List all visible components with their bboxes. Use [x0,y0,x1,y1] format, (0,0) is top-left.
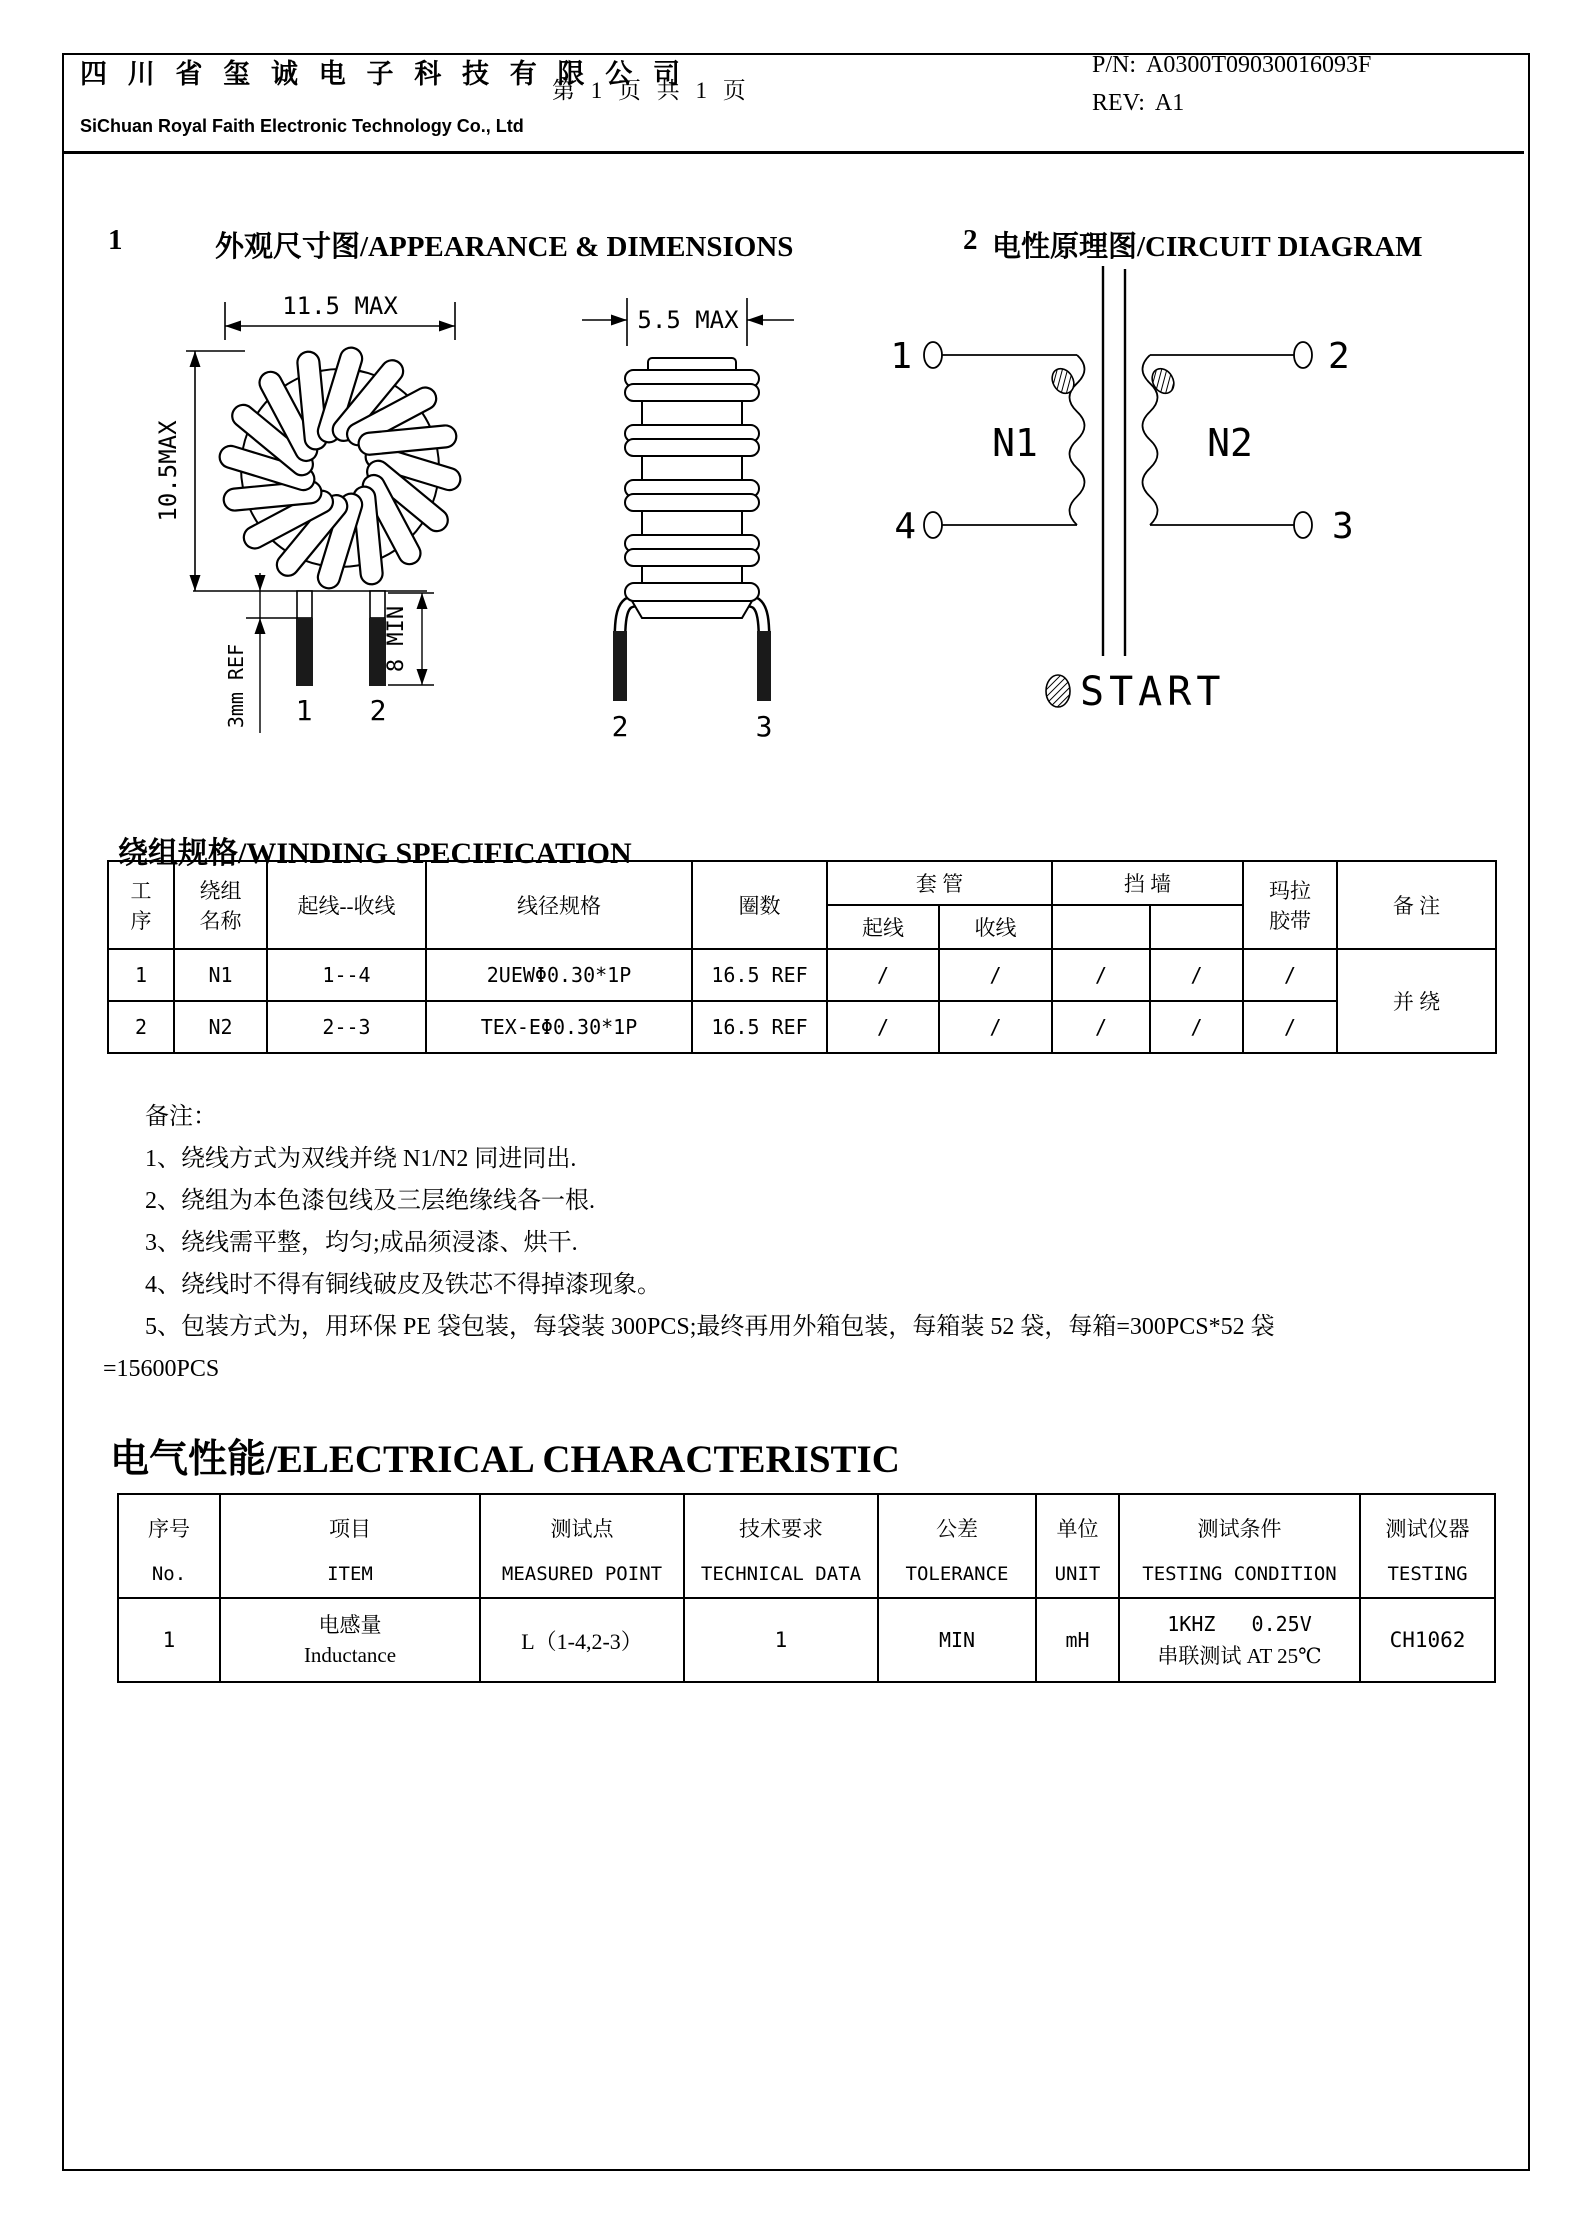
circuit-diagram-drawing [860,253,1470,743]
wcell-sleeve-finish: / [939,949,1052,1001]
terminal-3-icon [1294,512,1312,538]
ecol-no-cn: 序号 [148,1517,190,1541]
wcell-sleeve-start: / [827,1001,939,1053]
ecell-instrument: CH1062 [1360,1598,1495,1682]
ecell-technical-data: 1 [684,1598,878,1682]
dim-arrow-icon [611,315,627,326]
note-item-3: 3、绕线需平整，均匀;成品须浸漆、烘干. [145,1230,578,1256]
wcol-sleeve-finish: 收线 [939,905,1052,949]
wcol-winding-name-line2: 名称 [199,909,242,933]
dim-arrow-icon [255,575,266,591]
toroid-top-view-drawing [150,288,530,748]
pin-3-tinned [757,631,771,701]
wcol-sleeve: 套 管 [827,861,1052,905]
wcell-pins: 1--4 [267,949,426,1001]
wcol-tape [1243,861,1337,949]
header-divider [64,151,1524,154]
wcol-winding-name [174,861,267,949]
note-item-1: 1、绕线方式为双线并绕 N1/N2 同进同出. [145,1146,577,1172]
ecol-technical-data [684,1494,878,1598]
wcol-process-line2: 序 [130,909,152,933]
ecell-condition-line2: 串联测试 AT 25℃ [1157,1644,1322,1668]
pin-1-wire [297,591,312,618]
part-number-value: A0300T09030016093F [1146,52,1372,78]
terminal-4-icon [924,512,942,538]
ecell-condition-line1: 1KHZ 0.25V [1167,1612,1312,1636]
wcell-barrier1: / [1052,949,1150,1001]
terminal-2-icon [1294,342,1312,368]
ecol-tolerance-en: TOLERANCE [905,1563,1009,1585]
pin-2-label: 2 [369,694,387,727]
ecol-technical-data-cn: 技术要求 [739,1517,823,1541]
wcol-barrier-sub1 [1052,905,1150,949]
ecol-testing-condition-cn: 测试条件 [1197,1517,1282,1541]
wcell-wire: 2UEWΦ0.30*1P [426,949,692,1001]
circuit-section-title: 电性原理图/CIRCUIT DIAGRAM [992,231,1423,263]
note-item-2: 2、绕组为本色漆包线及三层绝缘线各一根. [145,1188,595,1214]
ecol-tolerance [878,1494,1036,1598]
revision-value: A1 [1154,90,1185,116]
ecell-item-en: Inductance [303,1643,397,1667]
wcol-tape-line2: 胶带 [1269,909,1311,933]
ecell-no: 1 [118,1598,220,1682]
wcol-barrier: 挡 墙 [1052,861,1243,905]
electrical-table [117,1493,1496,1683]
ecol-no [118,1494,220,1598]
pin-1-tinned [296,618,313,686]
ecol-unit-en: UNIT [1054,1563,1101,1585]
ecol-testing-instrument-cn: 测试仪器 [1385,1517,1470,1541]
note-item-5-continuation: =15600PCS [103,1356,220,1382]
ecol-testing-instrument-en: TESTING [1387,1563,1468,1585]
page-number: 第 1 页 共 1 页 [552,78,751,103]
wcol-turns: 圈数 [692,861,827,949]
pin-2-label: 2 [611,710,629,743]
wcol-process [108,861,174,949]
winding-spec-table [107,860,1497,1054]
wcell-name: N1 [174,949,267,1001]
pin-2-tinned [613,631,627,701]
ecol-testing-condition-en: TESTING CONDITION [1142,1563,1337,1585]
ecell-condition [1119,1598,1360,1682]
wcell-barrier1: / [1052,1001,1150,1053]
dim-arrow-icon [190,575,201,591]
winding-row-1 [108,949,1496,1001]
dim-arrow-icon [417,669,428,685]
wcol-wire-spec: 线径规格 [426,861,692,949]
dim-width-label: 11.5 MAX [282,292,398,320]
pin-1-label: 1 [890,336,912,377]
ecell-item-cn: 电感量 [318,1613,382,1637]
winding-row-2 [108,1001,1496,1053]
wcol-start-finish: 起线--收线 [267,861,426,949]
ecol-measured-point [480,1494,684,1598]
dim-arrow-icon [255,618,266,634]
wcell-no: 2 [108,1001,174,1053]
wcell-pins: 2--3 [267,1001,426,1053]
ecol-no-en: No. [151,1563,187,1585]
appearance-section-number: 1 [108,224,123,256]
wcol-winding-name-line1: 绕组 [199,879,242,903]
wcol-process-line1: 工 [130,879,152,903]
wcell-barrier2: / [1150,1001,1243,1053]
pin-3-label: 3 [1332,506,1354,547]
polarity-dot-icon [1148,365,1178,398]
ecell-item [220,1598,480,1682]
lead-ref-label: 3mm REF [224,643,248,729]
ecol-unit-cn: 单位 [1056,1517,1099,1541]
dim-arrow-icon [439,321,455,332]
ecol-tolerance-cn: 公差 [936,1517,978,1541]
wcell-turns: 16.5 REF [692,1001,827,1053]
start-dot-icon [1046,675,1070,707]
ecol-item-cn: 项目 [329,1517,371,1541]
lead-min-label: 8 MIN [384,605,409,673]
side-view-drawing [570,288,900,748]
ecell-tolerance: MIN [878,1598,1036,1682]
company-name-cn: 四 川 省 玺 诚 电 子 科 技 有 限 公 司 [80,59,687,89]
winding-spec-title: 绕组规格/WINDING SPECIFICATION [118,837,632,870]
wcell-wire: TEX-EΦ0.30*1P [426,1001,692,1053]
ecell-measured-point: L（1-4,2-3） [480,1598,684,1682]
terminal-1-icon [924,342,942,368]
ecol-technical-data-en: TECHNICAL DATA [700,1563,862,1585]
part-number-line [1092,52,1381,79]
wcell-name: N2 [174,1001,267,1053]
polarity-dot-icon [1048,365,1078,398]
component-body [625,358,759,618]
wcol-remark: 备 注 [1337,861,1496,949]
ecol-item [220,1494,480,1598]
dim-arrow-icon [747,315,763,326]
dim-arrow-icon [225,321,241,332]
ecell-unit: mH [1036,1598,1119,1682]
part-number-label: P/N: [1092,52,1137,78]
appearance-section-title: 外观尺寸图/APPEARANCE & DIMENSIONS [215,231,794,263]
pin-2-label: 2 [1328,336,1350,377]
dim-width-label: 5.5 MAX [637,306,739,334]
start-label: START [1080,669,1226,715]
dim-height-label: 10.5MAX [154,420,182,522]
ecol-measured-point-en: MEASURED POINT [501,1563,663,1585]
wcell-turns: 16.5 REF [692,949,827,1001]
electrical-row-1 [118,1598,1495,1682]
company-name-en: SiChuan Royal Faith Electronic Technology Co., Ltd [80,116,524,136]
wcell-remark: 并 绕 [1337,949,1496,1053]
ecol-item-en: ITEM [327,1563,373,1585]
ecol-testing-instrument [1360,1494,1495,1598]
revision-label: REV: [1092,90,1145,116]
note-item-5: 5、包装方式为，用环保 PE 袋包装，每袋装 300PCS;最终再用外箱包装，每箱装 52 袋，每箱=300PCS*52 袋 [145,1314,1275,1340]
ecol-testing-condition [1119,1494,1360,1598]
dim-arrow-icon [190,351,201,367]
wcell-no: 1 [108,949,174,1001]
wcol-sleeve-start: 起线 [827,905,939,949]
wcell-sleeve-start: / [827,949,939,1001]
pin-2-wire [370,591,385,618]
circuit-section-number: 2 [963,224,978,256]
dim-arrow-icon [417,593,428,609]
pin-1-label: 1 [295,694,313,727]
ecol-unit [1036,1494,1119,1598]
winding-n1-label: N1 [992,421,1038,465]
wcell-sleeve-finish: / [939,1001,1052,1053]
note-item-4: 4、绕线时不得有铜线破皮及铁芯不得掉漆现象。 [145,1272,661,1298]
wcol-barrier-sub2 [1150,905,1243,949]
ecol-measured-point-cn: 测试点 [550,1517,614,1541]
winding-n2-label: N2 [1207,421,1253,465]
wcell-barrier2: / [1150,949,1243,1001]
notes-title: 备注： [145,1104,217,1130]
electrical-title: 电气性能/ELECTRICAL CHARACTERISTIC [110,1438,900,1481]
revision-line [1092,90,1194,117]
pin-4-label: 4 [894,506,916,547]
notes-section [103,1096,1523,1390]
wcol-tape-line1: 玛拉 [1269,879,1311,903]
pin-3-label: 3 [755,710,773,743]
wcell-tape: / [1243,949,1337,1001]
wcell-tape: / [1243,1001,1337,1053]
